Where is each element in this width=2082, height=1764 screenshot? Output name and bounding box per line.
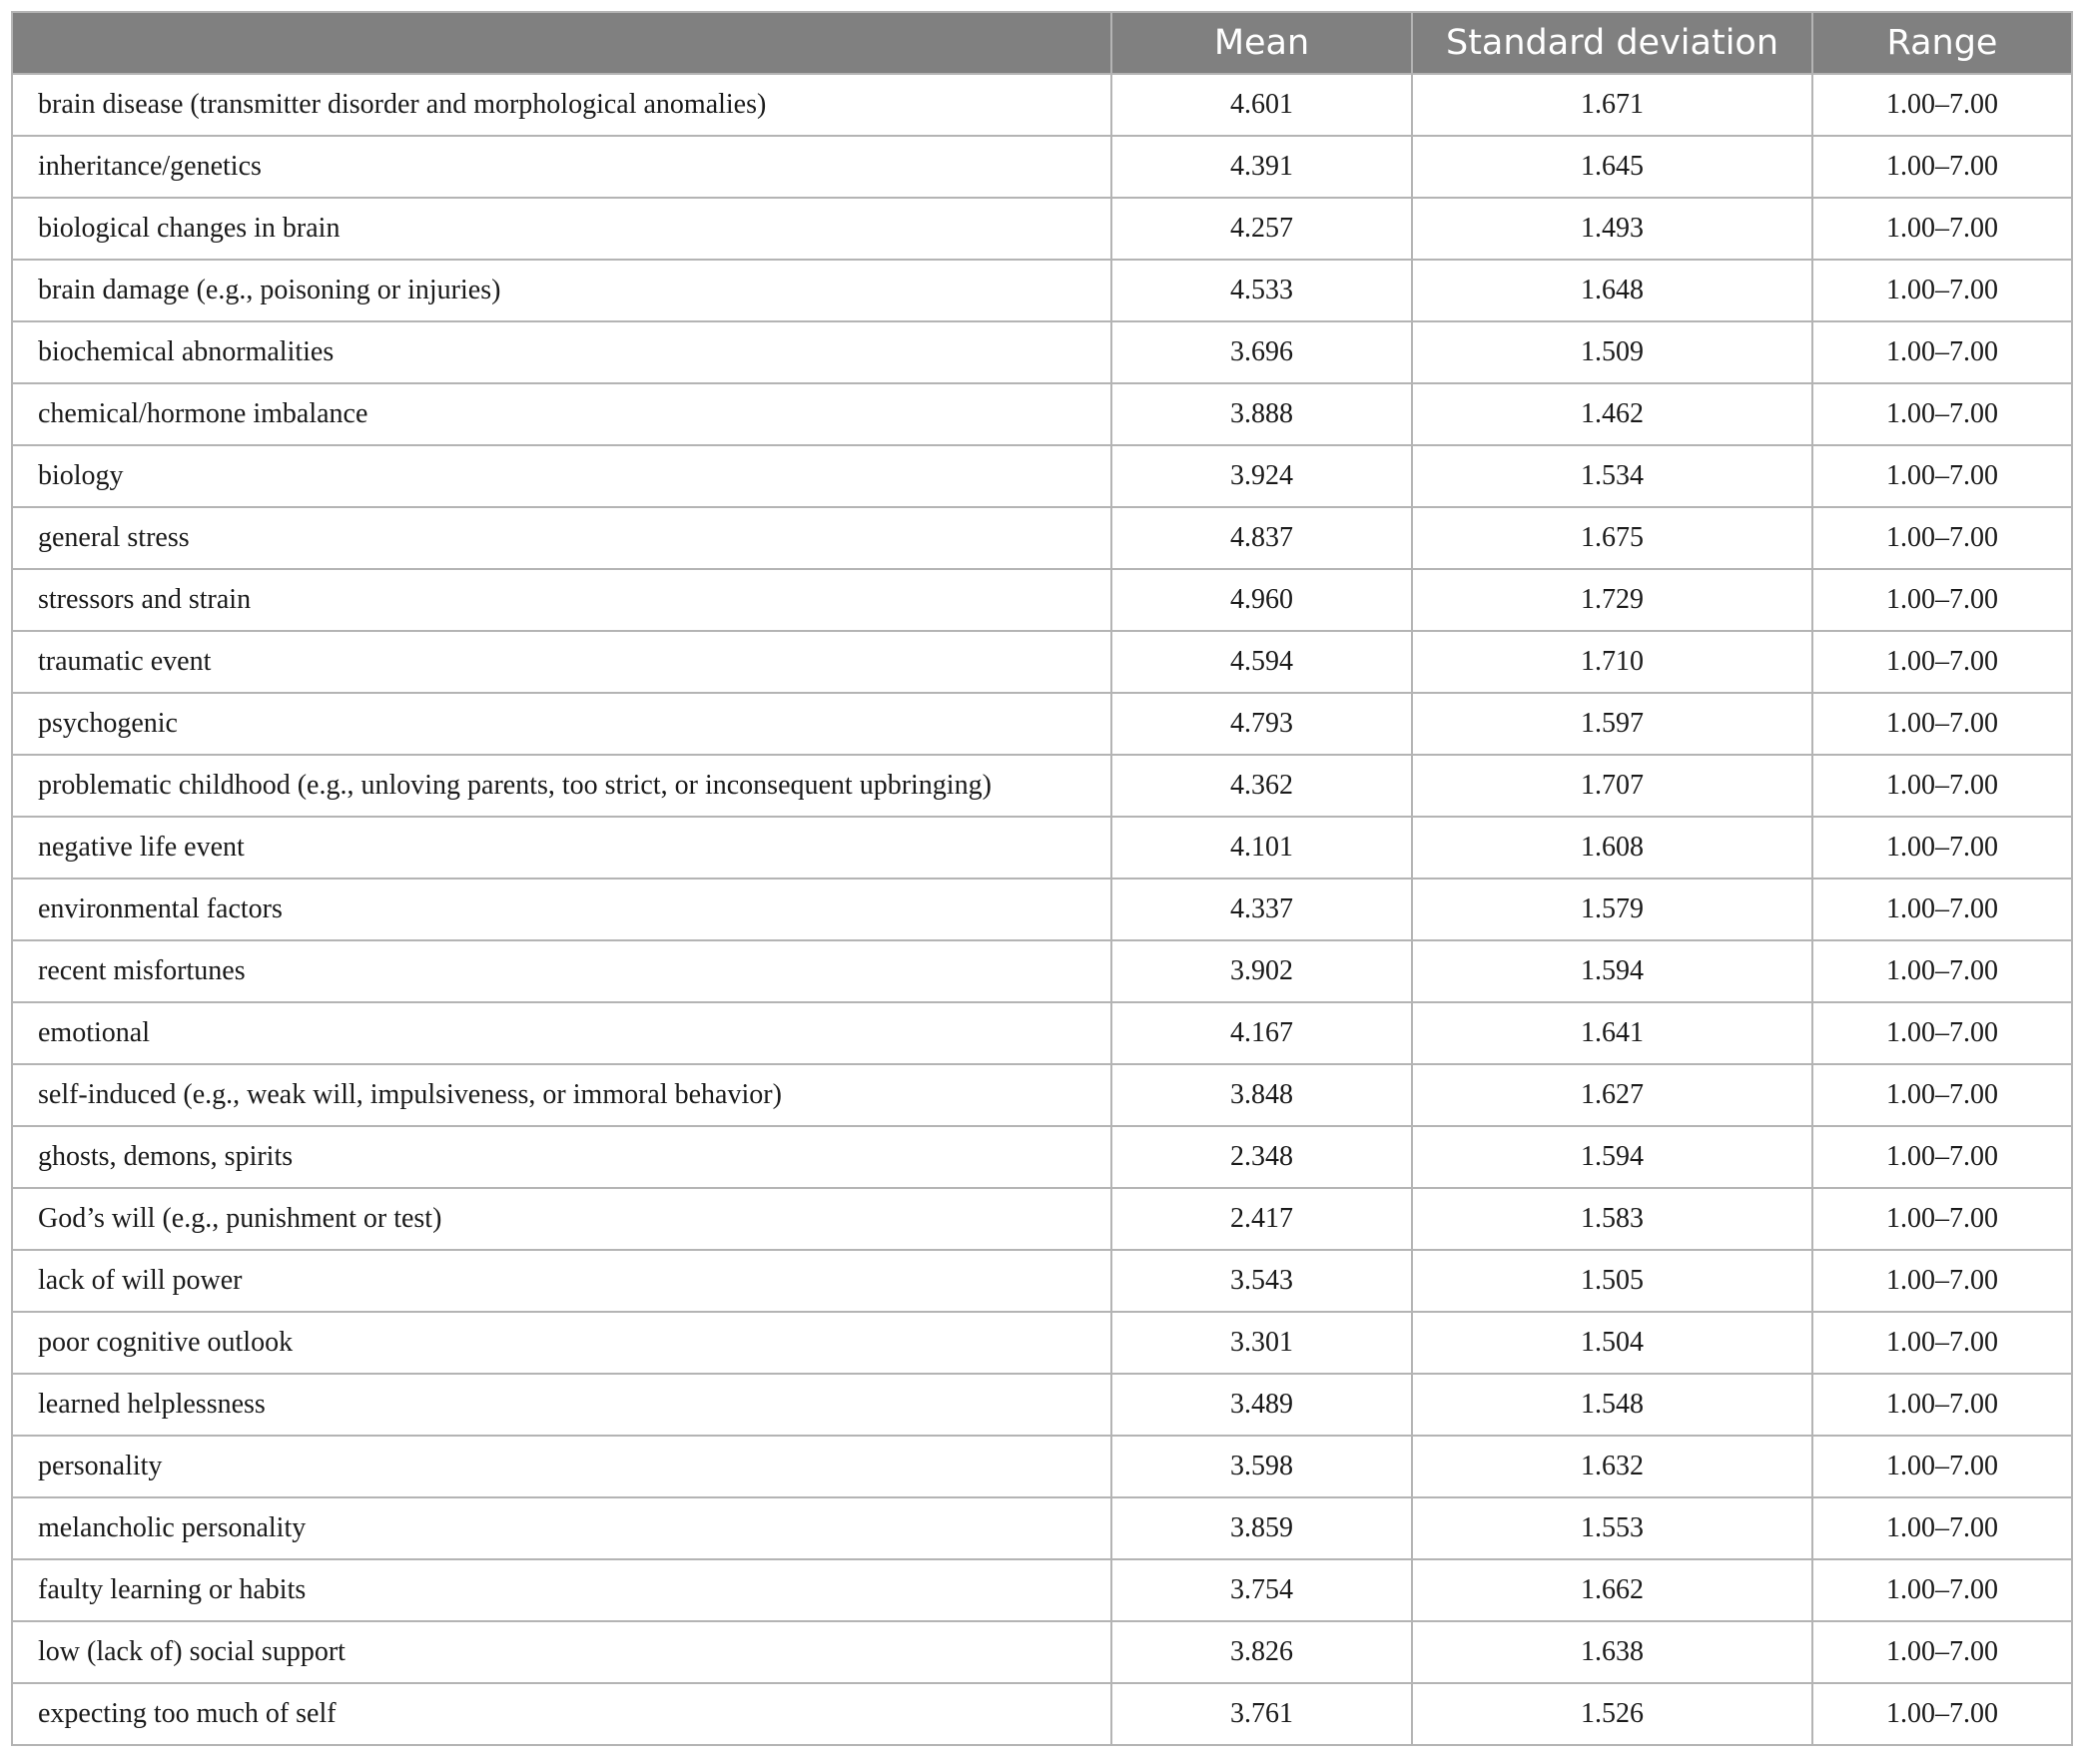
cell-mean: 3.924 (1111, 445, 1412, 507)
cell-cause: faulty learning or habits (12, 1559, 1111, 1621)
cell-cause: lack of will power (12, 1250, 1111, 1312)
cell-range: 1.00–7.00 (1812, 755, 2072, 817)
cell-range: 1.00–7.00 (1812, 321, 2072, 383)
cell-cause: environmental factors (12, 879, 1111, 940)
cell-mean: 3.848 (1111, 1064, 1412, 1126)
cell-standard-deviation: 1.526 (1412, 1683, 1812, 1745)
cell-cause: brain damage (e.g., poisoning or injuries) (12, 260, 1111, 321)
table-row (12, 879, 2072, 940)
cell-standard-deviation: 1.608 (1412, 817, 1812, 879)
cell-standard-deviation: 1.504 (1412, 1312, 1812, 1374)
cell-standard-deviation: 1.638 (1412, 1621, 1812, 1683)
cell-range: 1.00–7.00 (1812, 260, 2072, 321)
table-row (12, 1436, 2072, 1497)
cell-cause: negative life event (12, 817, 1111, 879)
cell-cause: self-induced (e.g., weak will, impulsiveness, or immoral behavior) (12, 1064, 1111, 1126)
cell-cause: melancholic personality (12, 1497, 1111, 1559)
table-row (12, 940, 2072, 1002)
cell-standard-deviation: 1.493 (1412, 198, 1812, 260)
data-table-container (11, 11, 2071, 1746)
table-row (12, 74, 2072, 136)
table-row (12, 1374, 2072, 1436)
cell-standard-deviation: 1.505 (1412, 1250, 1812, 1312)
cell-standard-deviation: 1.707 (1412, 755, 1812, 817)
table-row (12, 507, 2072, 569)
cell-cause: biological changes in brain (12, 198, 1111, 260)
cell-mean: 4.391 (1111, 136, 1412, 198)
cell-cause: biology (12, 445, 1111, 507)
cell-mean: 4.257 (1111, 198, 1412, 260)
cell-standard-deviation: 1.509 (1412, 321, 1812, 383)
cell-standard-deviation: 1.548 (1412, 1374, 1812, 1436)
cell-mean: 3.598 (1111, 1436, 1412, 1497)
cell-mean: 4.362 (1111, 755, 1412, 817)
cell-mean: 3.888 (1111, 383, 1412, 445)
cell-standard-deviation: 1.462 (1412, 383, 1812, 445)
cell-cause: God’s will (e.g., punishment or test) (12, 1188, 1111, 1250)
cell-standard-deviation: 1.597 (1412, 693, 1812, 755)
table-row (12, 817, 2072, 879)
cell-standard-deviation: 1.645 (1412, 136, 1812, 198)
cell-range: 1.00–7.00 (1812, 1250, 2072, 1312)
cell-cause: learned helplessness (12, 1374, 1111, 1436)
header-mean: Mean (1111, 12, 1412, 74)
cell-range: 1.00–7.00 (1812, 74, 2072, 136)
cell-range: 1.00–7.00 (1812, 1188, 2072, 1250)
cell-cause: inheritance/genetics (12, 136, 1111, 198)
table-row (12, 321, 2072, 383)
cell-mean: 3.826 (1111, 1621, 1412, 1683)
cell-mean: 4.837 (1111, 507, 1412, 569)
cell-mean: 4.337 (1111, 879, 1412, 940)
cell-mean: 3.696 (1111, 321, 1412, 383)
cell-cause: personality (12, 1436, 1111, 1497)
cell-cause: low (lack of) social support (12, 1621, 1111, 1683)
cell-cause: problematic childhood (e.g., unloving parents, too strict, or inconsequent upbringing) (12, 755, 1111, 817)
cell-mean: 4.793 (1111, 693, 1412, 755)
table-row (12, 569, 2072, 631)
cell-mean: 3.489 (1111, 1374, 1412, 1436)
header-row (12, 12, 2072, 74)
cell-standard-deviation: 1.627 (1412, 1064, 1812, 1126)
cell-standard-deviation: 1.583 (1412, 1188, 1812, 1250)
cell-cause: traumatic event (12, 631, 1111, 693)
cell-mean: 3.859 (1111, 1497, 1412, 1559)
cell-cause: general stress (12, 507, 1111, 569)
cell-range: 1.00–7.00 (1812, 136, 2072, 198)
cell-cause: recent misfortunes (12, 940, 1111, 1002)
cell-standard-deviation: 1.594 (1412, 940, 1812, 1002)
cell-range: 1.00–7.00 (1812, 1312, 2072, 1374)
cell-standard-deviation: 1.579 (1412, 879, 1812, 940)
table-row (12, 445, 2072, 507)
cell-range: 1.00–7.00 (1812, 879, 2072, 940)
cell-range: 1.00–7.00 (1812, 507, 2072, 569)
table-row (12, 1497, 2072, 1559)
table-row (12, 1126, 2072, 1188)
cell-range: 1.00–7.00 (1812, 1497, 2072, 1559)
cell-range: 1.00–7.00 (1812, 1621, 2072, 1683)
cell-cause: poor cognitive outlook (12, 1312, 1111, 1374)
cell-standard-deviation: 1.553 (1412, 1497, 1812, 1559)
cell-range: 1.00–7.00 (1812, 1683, 2072, 1745)
statistics-table (11, 11, 2073, 1746)
cell-cause: expecting too much of self (12, 1683, 1111, 1745)
table-row (12, 1559, 2072, 1621)
cell-cause: ghosts, demons, spirits (12, 1126, 1111, 1188)
cell-standard-deviation: 1.729 (1412, 569, 1812, 631)
cell-mean: 4.601 (1111, 74, 1412, 136)
cell-range: 1.00–7.00 (1812, 1002, 2072, 1064)
cell-standard-deviation: 1.648 (1412, 260, 1812, 321)
cell-mean: 3.543 (1111, 1250, 1412, 1312)
cell-range: 1.00–7.00 (1812, 1374, 2072, 1436)
cell-mean: 3.301 (1111, 1312, 1412, 1374)
table-row (12, 198, 2072, 260)
cell-standard-deviation: 1.534 (1412, 445, 1812, 507)
table-row (12, 1312, 2072, 1374)
cell-range: 1.00–7.00 (1812, 383, 2072, 445)
table-row (12, 1621, 2072, 1683)
header-cause (12, 12, 1111, 74)
cell-standard-deviation: 1.641 (1412, 1002, 1812, 1064)
table-row (12, 1188, 2072, 1250)
cell-cause: stressors and strain (12, 569, 1111, 631)
cell-mean: 4.594 (1111, 631, 1412, 693)
cell-mean: 4.533 (1111, 260, 1412, 321)
cell-mean: 4.960 (1111, 569, 1412, 631)
cell-mean: 2.348 (1111, 1126, 1412, 1188)
table-row (12, 260, 2072, 321)
cell-range: 1.00–7.00 (1812, 693, 2072, 755)
cell-cause: chemical/hormone imbalance (12, 383, 1111, 445)
cell-mean: 3.761 (1111, 1683, 1412, 1745)
cell-range: 1.00–7.00 (1812, 631, 2072, 693)
cell-range: 1.00–7.00 (1812, 445, 2072, 507)
table-row (12, 1250, 2072, 1312)
table-row (12, 136, 2072, 198)
cell-range: 1.00–7.00 (1812, 940, 2072, 1002)
table-row (12, 755, 2072, 817)
table-row (12, 1064, 2072, 1126)
table-row (12, 383, 2072, 445)
cell-standard-deviation: 1.675 (1412, 507, 1812, 569)
cell-range: 1.00–7.00 (1812, 817, 2072, 879)
cell-mean: 4.101 (1111, 817, 1412, 879)
cell-range: 1.00–7.00 (1812, 1126, 2072, 1188)
cell-range: 1.00–7.00 (1812, 1064, 2072, 1126)
cell-range: 1.00–7.00 (1812, 1436, 2072, 1497)
cell-cause: biochemical abnormalities (12, 321, 1111, 383)
cell-cause: emotional (12, 1002, 1111, 1064)
cell-range: 1.00–7.00 (1812, 569, 2072, 631)
cell-cause: psychogenic (12, 693, 1111, 755)
cell-standard-deviation: 1.632 (1412, 1436, 1812, 1497)
header-range: Range (1812, 12, 2072, 74)
table-row (12, 631, 2072, 693)
cell-mean: 2.417 (1111, 1188, 1412, 1250)
cell-mean: 4.167 (1111, 1002, 1412, 1064)
cell-mean: 3.902 (1111, 940, 1412, 1002)
header-standard-deviation: Standard deviation (1412, 12, 1812, 74)
cell-range: 1.00–7.00 (1812, 198, 2072, 260)
table-row (12, 1683, 2072, 1745)
table-body (12, 74, 2072, 1745)
table-row (12, 1002, 2072, 1064)
table-row (12, 693, 2072, 755)
table-header (12, 12, 2072, 74)
cell-standard-deviation: 1.710 (1412, 631, 1812, 693)
cell-range: 1.00–7.00 (1812, 1559, 2072, 1621)
cell-cause: brain disease (transmitter disorder and morphological anomalies) (12, 74, 1111, 136)
cell-mean: 3.754 (1111, 1559, 1412, 1621)
cell-standard-deviation: 1.594 (1412, 1126, 1812, 1188)
cell-standard-deviation: 1.671 (1412, 74, 1812, 136)
cell-standard-deviation: 1.662 (1412, 1559, 1812, 1621)
